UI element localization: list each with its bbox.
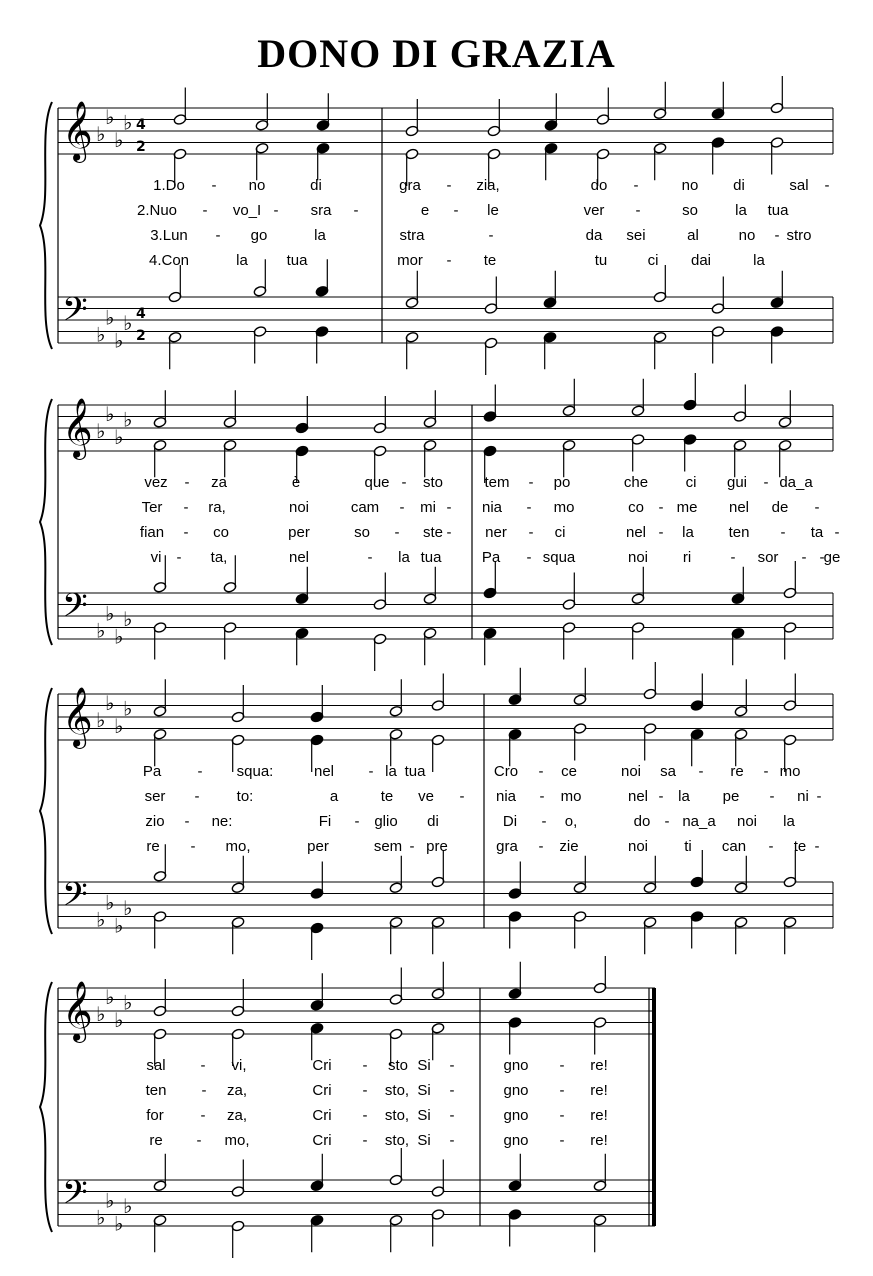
lyric-syllable: Fi: [318, 813, 332, 830]
lyric-syllable: noi: [736, 813, 758, 830]
lyric-syllable: -: [202, 202, 208, 219]
flat-accidental: ♭: [123, 407, 133, 432]
lyric-syllable: do: [633, 813, 651, 830]
lyric-syllable: pe: [722, 788, 740, 805]
lyric-syllable: -: [367, 549, 373, 566]
lyric-syllable: -: [658, 524, 664, 541]
lyric-syllable: -: [664, 813, 670, 830]
time-signature-numerator: 4: [136, 117, 146, 133]
lyric-syllable: -: [362, 1057, 368, 1074]
lyric-syllable: -: [446, 524, 452, 541]
lyric-syllable: -: [211, 177, 217, 194]
lyric-syllable: la: [314, 227, 326, 244]
flat-accidental: ♭: [123, 311, 133, 335]
lyric-syllable: sem: [373, 838, 403, 855]
lyric-syllable: Cri: [312, 1132, 332, 1149]
flat-accidental: ♭: [96, 419, 106, 443]
lyric-syllable: la: [385, 763, 397, 780]
lyric-syllable: nel: [627, 788, 649, 805]
lyric-syllable: -: [526, 549, 532, 566]
lyric-syllable: -: [774, 227, 780, 244]
flat-accidental: ♭: [96, 618, 106, 643]
lyric-syllable: -: [183, 524, 189, 541]
lyric-syllable: te: [793, 838, 807, 855]
lyric-syllable: -: [814, 838, 820, 855]
lyric-syllable: ni: [797, 788, 809, 805]
lyric-syllable: Si: [417, 1107, 431, 1124]
flat-accidental: ♭: [123, 1194, 133, 1218]
lyric-syllable: nia: [481, 499, 503, 516]
system-brace: [40, 688, 52, 934]
lyric-syllable: Cro: [493, 763, 519, 780]
lyric-syllable: tua: [404, 763, 426, 780]
flat-accidental: ♭: [105, 104, 115, 129]
lyric-syllable: ve: [418, 788, 434, 805]
flat-accidental: ♭: [96, 322, 106, 347]
lyric-syllable: 3.Lun: [150, 227, 188, 244]
lyric-syllable: -: [399, 499, 405, 516]
lyric-syllable: Di: [502, 813, 518, 830]
lyric-syllable: di: [733, 177, 745, 194]
lyric-syllable: nia: [495, 788, 517, 805]
lyric-syllable: mi: [420, 499, 436, 516]
lyric-syllable: Pa: [142, 763, 162, 780]
flat-accidental: ♭: [105, 890, 115, 915]
lyric-syllable: Cri: [312, 1057, 332, 1074]
lyric-syllable: ra,: [208, 499, 226, 516]
lyric-syllable: sal: [146, 1057, 166, 1074]
lyric-syllable: -: [528, 524, 534, 541]
lyric-syllable: -: [449, 1132, 455, 1149]
lyric-syllable: -: [538, 763, 544, 780]
bass-clef: 𝄢: [62, 1174, 88, 1220]
treble-clef: 𝄞: [62, 101, 93, 161]
lyric-syllable: -: [362, 1132, 368, 1149]
lyric-syllable: ten: [145, 1082, 167, 1099]
lyric-syllable: do: [590, 177, 608, 194]
lyric-syllable: -: [176, 549, 182, 566]
lyric-syllable: zie: [559, 838, 579, 855]
lyric-syllable: ci: [554, 524, 566, 541]
lyric-syllable: -: [801, 549, 807, 566]
lyric-syllable: -: [197, 763, 203, 780]
lyric-syllable: que: [364, 474, 390, 491]
lyric-syllable: zio: [145, 813, 165, 830]
lyric-syllable: mor: [397, 252, 423, 269]
lyric-syllable: tua: [420, 549, 442, 566]
lyric-syllable: no: [738, 227, 756, 244]
lyric-syllable: po: [553, 474, 571, 491]
lyric-syllable: mo: [553, 499, 575, 516]
flat-accidental: ♭: [114, 424, 124, 449]
lyric-syllable: squa: [542, 549, 576, 566]
lyric-syllable: -: [834, 524, 840, 541]
lyric-syllable: -: [200, 1107, 206, 1124]
flat-accidental: ♭: [96, 122, 106, 146]
flat-accidental: ♭: [105, 305, 115, 330]
lyric-syllable: re!: [590, 1082, 608, 1099]
lyric-syllable: -: [559, 1107, 565, 1124]
lyric-syllable: vi: [150, 549, 162, 566]
lyric-syllable: o,: [564, 813, 578, 830]
lyric-syllable: di: [310, 177, 322, 194]
lyric-syllable: sto,: [384, 1132, 410, 1149]
lyric-syllable: -: [730, 549, 736, 566]
lyric-syllable: -: [559, 1057, 565, 1074]
lyric-syllable: -: [368, 763, 374, 780]
treble-clef: 𝄞: [62, 687, 93, 747]
lyric-syllable: re!: [590, 1057, 608, 1074]
lyric-syllable: Si: [417, 1132, 431, 1149]
lyric-syllable: ste: [422, 524, 444, 541]
flat-accidental: ♭: [123, 696, 133, 721]
lyric-syllable: Si: [417, 1057, 431, 1074]
lyric-syllable: vi,: [231, 1057, 247, 1074]
lyric-syllable: la: [682, 524, 694, 541]
lyric-syllable: pre: [426, 838, 448, 855]
lyric-syllable: tua: [767, 202, 789, 219]
lyric-syllable: ta: [810, 524, 824, 541]
lyric-syllable: 1.Do: [153, 177, 185, 194]
lyric-syllable: -: [816, 788, 822, 805]
lyric-syllable: glio: [374, 813, 398, 830]
lyric-syllable: gno: [503, 1107, 529, 1124]
lyric-syllable: sto,: [384, 1107, 410, 1124]
flat-accidental: ♭: [105, 401, 115, 426]
lyric-syllable: Pa: [481, 549, 501, 566]
lyric-syllable: re: [149, 1132, 163, 1149]
lyric-syllable: -: [354, 813, 360, 830]
lyric-syllable: -: [538, 838, 544, 855]
lyric-syllable: per: [288, 524, 310, 541]
lyric-syllable: gra: [399, 177, 421, 194]
lyric-syllable: sei: [626, 227, 646, 244]
lyric-syllable: tua: [286, 252, 308, 269]
lyric-syllable: so: [354, 524, 370, 541]
treble-clef: 𝄞: [62, 398, 93, 458]
lyric-syllable: -: [824, 177, 830, 194]
lyric-syllable: -: [526, 499, 532, 516]
lyric-syllable: gno: [503, 1132, 529, 1149]
flat-accidental: ♭: [114, 624, 124, 649]
lyric-syllable: de: [771, 499, 789, 516]
lyric-syllable: no: [681, 177, 699, 194]
lyric-syllable: to:: [236, 788, 254, 805]
lyric-syllable: za: [211, 474, 227, 491]
lyric-syllable: -: [763, 474, 769, 491]
time-signature-numerator: 4: [136, 306, 146, 322]
lyric-syllable: fian: [139, 524, 165, 541]
lyric-syllable: -: [763, 763, 769, 780]
lyric-syllable: na_a: [682, 813, 716, 830]
lyric-syllable: la: [236, 252, 248, 269]
lyric-syllable: ser: [144, 788, 166, 805]
system-brace: [40, 982, 52, 1232]
lyric-syllable: ta,: [210, 549, 228, 566]
flat-accidental: ♭: [123, 896, 133, 920]
lyric-syllable: re!: [590, 1132, 608, 1149]
lyric-syllable: ci: [685, 474, 697, 491]
lyric-syllable: squa:: [236, 763, 274, 780]
lyric-syllable: noi: [620, 763, 642, 780]
lyric-syllable: ci: [647, 252, 659, 269]
flat-accidental: ♭: [96, 708, 106, 732]
lyric-syllable: ten: [728, 524, 750, 541]
lyric-syllable: gno: [503, 1057, 529, 1074]
system-brace: [40, 102, 52, 349]
lyric-syllable: -: [559, 1132, 565, 1149]
lyric-syllable: la: [735, 202, 747, 219]
bass-clef: 𝄢: [62, 876, 88, 922]
lyric-syllable: Si: [417, 1082, 431, 1099]
lyric-syllable: za,: [226, 1107, 248, 1124]
lyric-syllable: noi: [627, 549, 649, 566]
lyric-syllable: nel: [313, 763, 335, 780]
lyric-syllable: stra: [399, 227, 425, 244]
bass-clef: 𝄢: [62, 291, 88, 337]
lyric-syllable: re!: [590, 1107, 608, 1124]
lyric-syllable: ti: [684, 838, 692, 855]
lyric-syllable: -: [658, 788, 664, 805]
lyric-syllable: -: [353, 202, 359, 219]
lyric-syllable: al: [687, 227, 699, 244]
lyric-syllable: te: [380, 788, 394, 805]
lyric-syllable: ner: [485, 524, 507, 541]
lyric-syllable: -: [488, 227, 494, 244]
lyric-syllable: -: [768, 838, 774, 855]
lyric-syllable: co: [628, 499, 644, 516]
lyric-syllable: che: [623, 474, 649, 491]
lyric-syllable: mo: [779, 763, 801, 780]
lyric-syllable: da_a: [779, 474, 813, 491]
lyric-syllable: -: [196, 1132, 202, 1149]
lyric-syllable: nel: [288, 549, 310, 566]
lyric-syllable: -: [409, 838, 415, 855]
lyric-syllable: for: [146, 1107, 164, 1124]
lyric-syllable: mo,: [224, 1132, 250, 1149]
flat-accidental: ♭: [114, 328, 124, 353]
lyric-syllable: -: [401, 474, 407, 491]
lyric-syllable: no: [248, 177, 266, 194]
lyric-syllable: -: [453, 202, 459, 219]
lyric-syllable: la: [678, 788, 690, 805]
lyric-syllable: re: [146, 838, 160, 855]
page-title: DONO DI GRAZIA: [257, 31, 616, 76]
lyric-syllable: stro: [786, 227, 812, 244]
lyric-syllable: nel: [728, 499, 750, 516]
treble-clef: 𝄞: [62, 981, 93, 1041]
lyric-syllable: -: [446, 252, 452, 269]
lyric-syllable: sto,: [384, 1082, 410, 1099]
lyric-syllable: sto: [422, 474, 444, 491]
lyric-syllable: sra: [310, 202, 332, 219]
lyric-syllable: la: [783, 813, 795, 830]
lyric-syllable: zia,: [476, 177, 500, 194]
time-signature-denominator: 2: [136, 139, 146, 155]
lyric-syllable: ge: [823, 549, 841, 566]
lyric-syllable: -: [633, 177, 639, 194]
lyric-syllable: -: [780, 524, 786, 541]
lyric-syllable: 4.Con: [148, 252, 190, 269]
lyric-syllable: -: [184, 474, 190, 491]
lyric-syllable: ne:: [211, 813, 233, 830]
lyric-syllable: -: [194, 788, 200, 805]
lyric-syllable: -: [449, 1107, 455, 1124]
lyric-syllable: -: [449, 1082, 455, 1099]
lyric-syllable: nel: [625, 524, 647, 541]
flat-accidental: ♭: [96, 1205, 106, 1230]
lyric-syllable: vo_I: [232, 202, 262, 219]
lyric-syllable: -: [273, 202, 279, 219]
lyric-syllable: Cri: [312, 1107, 332, 1124]
lyric-syllable: noi: [288, 499, 310, 516]
lyric-syllable: sto: [387, 1057, 409, 1074]
lyric-syllable: -: [541, 813, 547, 830]
flat-accidental: ♭: [123, 607, 133, 631]
lyric-syllable: vez: [144, 474, 168, 491]
lyric-syllable: -: [459, 788, 465, 805]
lyric-syllable: can: [721, 838, 747, 855]
lyric-syllable: -: [362, 1107, 368, 1124]
lyric-syllable: ri: [682, 549, 692, 566]
flat-accidental: ♭: [114, 1007, 124, 1032]
lyric-syllable: gui: [726, 474, 748, 491]
lyric-syllable: gno: [503, 1082, 529, 1099]
lyric-syllable: -: [698, 763, 704, 780]
lyric-syllable: gra: [496, 838, 518, 855]
lyric-syllable: -: [819, 549, 825, 566]
lyric-syllable: co: [213, 524, 229, 541]
time-signature-denominator: 2: [136, 328, 146, 344]
lyric-syllable: noi: [627, 838, 649, 855]
flat-accidental: ♭: [123, 110, 133, 135]
lyric-syllable: -: [184, 813, 190, 830]
lyric-syllable: -: [215, 227, 221, 244]
flat-accidental: ♭: [114, 127, 124, 152]
lyric-syllable: Ter: [141, 499, 163, 516]
lyric-syllable: sor: [757, 549, 779, 566]
lyric-syllable: -: [190, 838, 196, 855]
lyric-syllable: re: [730, 763, 744, 780]
lyric-syllable: di: [427, 813, 439, 830]
flat-accidental: ♭: [96, 1002, 106, 1026]
flat-accidental: ♭: [96, 907, 106, 932]
lyric-syllable: za,: [226, 1082, 248, 1099]
lyric-syllable: 2.Nuo: [136, 202, 178, 219]
lyric-syllable: la: [753, 252, 765, 269]
lyric-syllable: dai: [690, 252, 712, 269]
lyric-syllable: -: [200, 1057, 206, 1074]
lyric-syllable: -: [658, 499, 664, 516]
lyric-syllable: e: [420, 202, 430, 219]
lyric-syllable: Cri: [312, 1082, 332, 1099]
lyric-syllable: -: [201, 1082, 207, 1099]
lyric-syllable: sal: [789, 177, 809, 194]
lyric-syllable: -: [394, 524, 400, 541]
flat-accidental: ♭: [105, 1188, 115, 1213]
lyric-syllable: mo: [560, 788, 582, 805]
bass-clef: 𝄢: [62, 587, 88, 633]
flat-accidental: ♭: [105, 984, 115, 1009]
lyric-syllable: -: [446, 499, 452, 516]
flat-accidental: ♭: [105, 690, 115, 715]
lyric-syllable: -: [769, 788, 775, 805]
flat-accidental: ♭: [105, 601, 115, 626]
lyric-syllable: te: [483, 252, 497, 269]
lyric-syllable: -: [449, 1057, 455, 1074]
lyric-syllable: sa: [660, 763, 676, 780]
lyric-syllable: -: [362, 1082, 368, 1099]
system-brace: [40, 399, 52, 645]
lyric-syllable: go: [250, 227, 268, 244]
flat-accidental: ♭: [114, 913, 124, 938]
lyric-syllable: mo,: [225, 838, 251, 855]
final-barline-thick: [652, 988, 656, 1226]
lyric-syllable: -: [814, 499, 820, 516]
lyric-syllable: tu: [594, 252, 608, 269]
lyric-syllable: cam: [350, 499, 380, 516]
lyric-syllable: la: [398, 549, 410, 566]
lyric-syllable: -: [539, 788, 545, 805]
lyric-syllable: -: [635, 202, 641, 219]
lyric-syllable: -: [183, 499, 189, 516]
flat-accidental: ♭: [114, 1211, 124, 1236]
lyric-syllable: -: [559, 1082, 565, 1099]
lyric-syllable: so: [682, 202, 698, 219]
lyric-syllable: è: [291, 474, 301, 491]
lyric-syllable: da: [585, 227, 603, 244]
flat-accidental: ♭: [123, 990, 133, 1015]
lyric-syllable: tem: [484, 474, 510, 491]
lyric-syllable: le: [487, 202, 499, 219]
lyric-syllable: per: [307, 838, 329, 855]
lyric-syllable: -: [528, 474, 534, 491]
flat-accidental: ♭: [114, 713, 124, 738]
lyric-syllable: ce: [561, 763, 577, 780]
lyric-syllable: me: [676, 499, 698, 516]
lyric-syllable: -: [446, 177, 452, 194]
lyric-syllable: ver: [583, 202, 605, 219]
lyric-syllable: a: [329, 788, 339, 805]
